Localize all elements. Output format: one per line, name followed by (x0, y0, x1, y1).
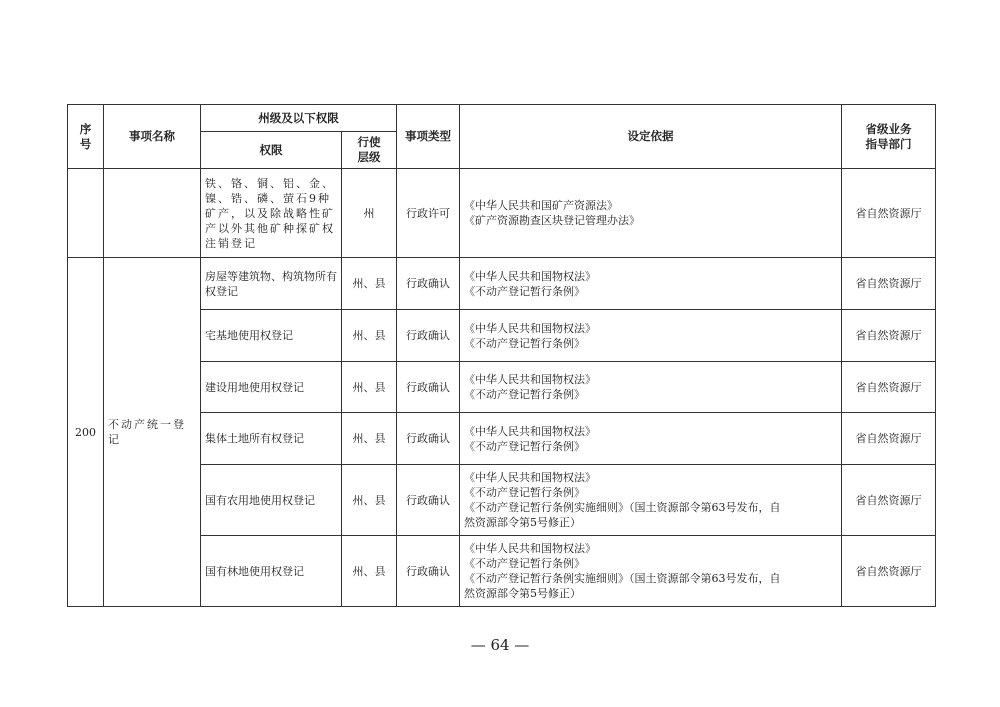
level-cell: 州、县 (342, 536, 397, 607)
basis-line: 《中华人民共和国物权法》 (464, 471, 596, 484)
dept-cell: 省自然资源厅 (842, 258, 936, 310)
power-cell: 房屋等建筑物、构筑物所有权登记 (201, 258, 342, 310)
basis-cell (460, 258, 842, 310)
type-cell: 行政确认 (397, 362, 460, 413)
basis-line: 《不动产登记暂行条例实施细则》（国土资源部令第63号发布，自 (464, 501, 781, 514)
basis-line: 《不动产登记暂行条例》 (464, 388, 585, 401)
dept-cell: 省自然资源厅 (842, 465, 936, 536)
dept-cell: 省自然资源厅 (842, 536, 936, 607)
dept-cell: 省自然资源厅 (842, 169, 936, 258)
table-row (68, 169, 936, 258)
basis-line: 《中华人民共和国物权法》 (464, 321, 596, 335)
level-cell: 州、县 (342, 413, 397, 465)
level-cell: 州 (342, 169, 397, 258)
basis-cell (460, 413, 842, 465)
basis-cell (460, 169, 842, 258)
basis-line: 《不动产登记暂行条例》 (464, 486, 585, 499)
item-name-cell-empty (104, 169, 201, 258)
page-number: — 64 — (470, 636, 530, 654)
header-seq: 序 号 (68, 105, 104, 169)
authority-table (67, 104, 936, 607)
item-name-cell: 不动产统一登记 (104, 258, 201, 607)
basis-cell (460, 362, 842, 413)
header-power-group: 州级及以下权限 (201, 105, 397, 132)
type-cell: 行政确认 (397, 310, 460, 362)
power-cell: 宅基地使用权登记 (201, 310, 342, 362)
level-cell: 州、县 (342, 310, 397, 362)
basis-line: 《中华人民共和国物权法》 (464, 424, 596, 438)
header-level: 行使 层级 (342, 132, 397, 169)
type-cell: 行政确认 (397, 465, 460, 536)
basis-line: 《中华人民共和国矿产资源法》 (464, 199, 618, 212)
header-item-type: 事项类型 (397, 105, 460, 169)
power-cell: 国有农用地使用权登记 (201, 465, 342, 536)
basis-cell (460, 310, 842, 362)
header-power: 权限 (201, 132, 342, 169)
dept-cell: 省自然资源厅 (842, 413, 936, 465)
basis-line: 然资源部令第5号修正） (464, 516, 581, 529)
power-cell: 集体土地所有权登记 (201, 413, 342, 465)
basis-line: 《中华人民共和国物权法》 (464, 542, 596, 555)
level-cell: 州、县 (342, 465, 397, 536)
type-cell: 行政许可 (397, 169, 460, 258)
dept-cell: 省自然资源厅 (842, 362, 936, 413)
basis-line: 《矿产资源勘查区块登记管理办法》 (464, 214, 640, 227)
header-basis: 设定依据 (460, 105, 842, 169)
table-row (68, 258, 936, 310)
header-item-name: 事项名称 (104, 105, 201, 169)
seq-cell: 200 (68, 258, 104, 607)
power-cell: 建设用地使用权登记 (201, 362, 342, 413)
type-cell: 行政确认 (397, 413, 460, 465)
header-dept: 省级业务 指导部门 (842, 105, 936, 169)
basis-cell (460, 465, 842, 536)
basis-line: 《不动产登记暂行条例》 (464, 557, 585, 570)
power-cell: 国有林地使用权登记 (201, 536, 342, 607)
seq-cell-empty (68, 169, 104, 258)
power-cell: 铁、铬、铜、铝、金、镍、锆、磷、萤石9种矿产，以及除战略性矿产以外其他矿种探矿权注销登记 (201, 169, 342, 258)
basis-line: 《中华人民共和国物权法》 (464, 269, 596, 283)
type-cell: 行政确认 (397, 536, 460, 607)
level-cell: 州、县 (342, 362, 397, 413)
basis-line: 《不动产登记暂行条例实施细则》（国土资源部令第63号发布，自 (464, 572, 781, 585)
level-cell: 州、县 (342, 258, 397, 310)
basis-line: 《不动产登记暂行条例》 (464, 284, 585, 298)
basis-line: 《不动产登记暂行条例》 (464, 439, 585, 453)
dept-cell: 省自然资源厅 (842, 310, 936, 362)
basis-line: 《中华人民共和国物权法》 (464, 373, 596, 386)
basis-cell (460, 536, 842, 607)
basis-line: 《不动产登记暂行条例》 (464, 336, 585, 350)
type-cell: 行政确认 (397, 258, 460, 310)
basis-line: 然资源部令第5号修正） (464, 587, 581, 600)
